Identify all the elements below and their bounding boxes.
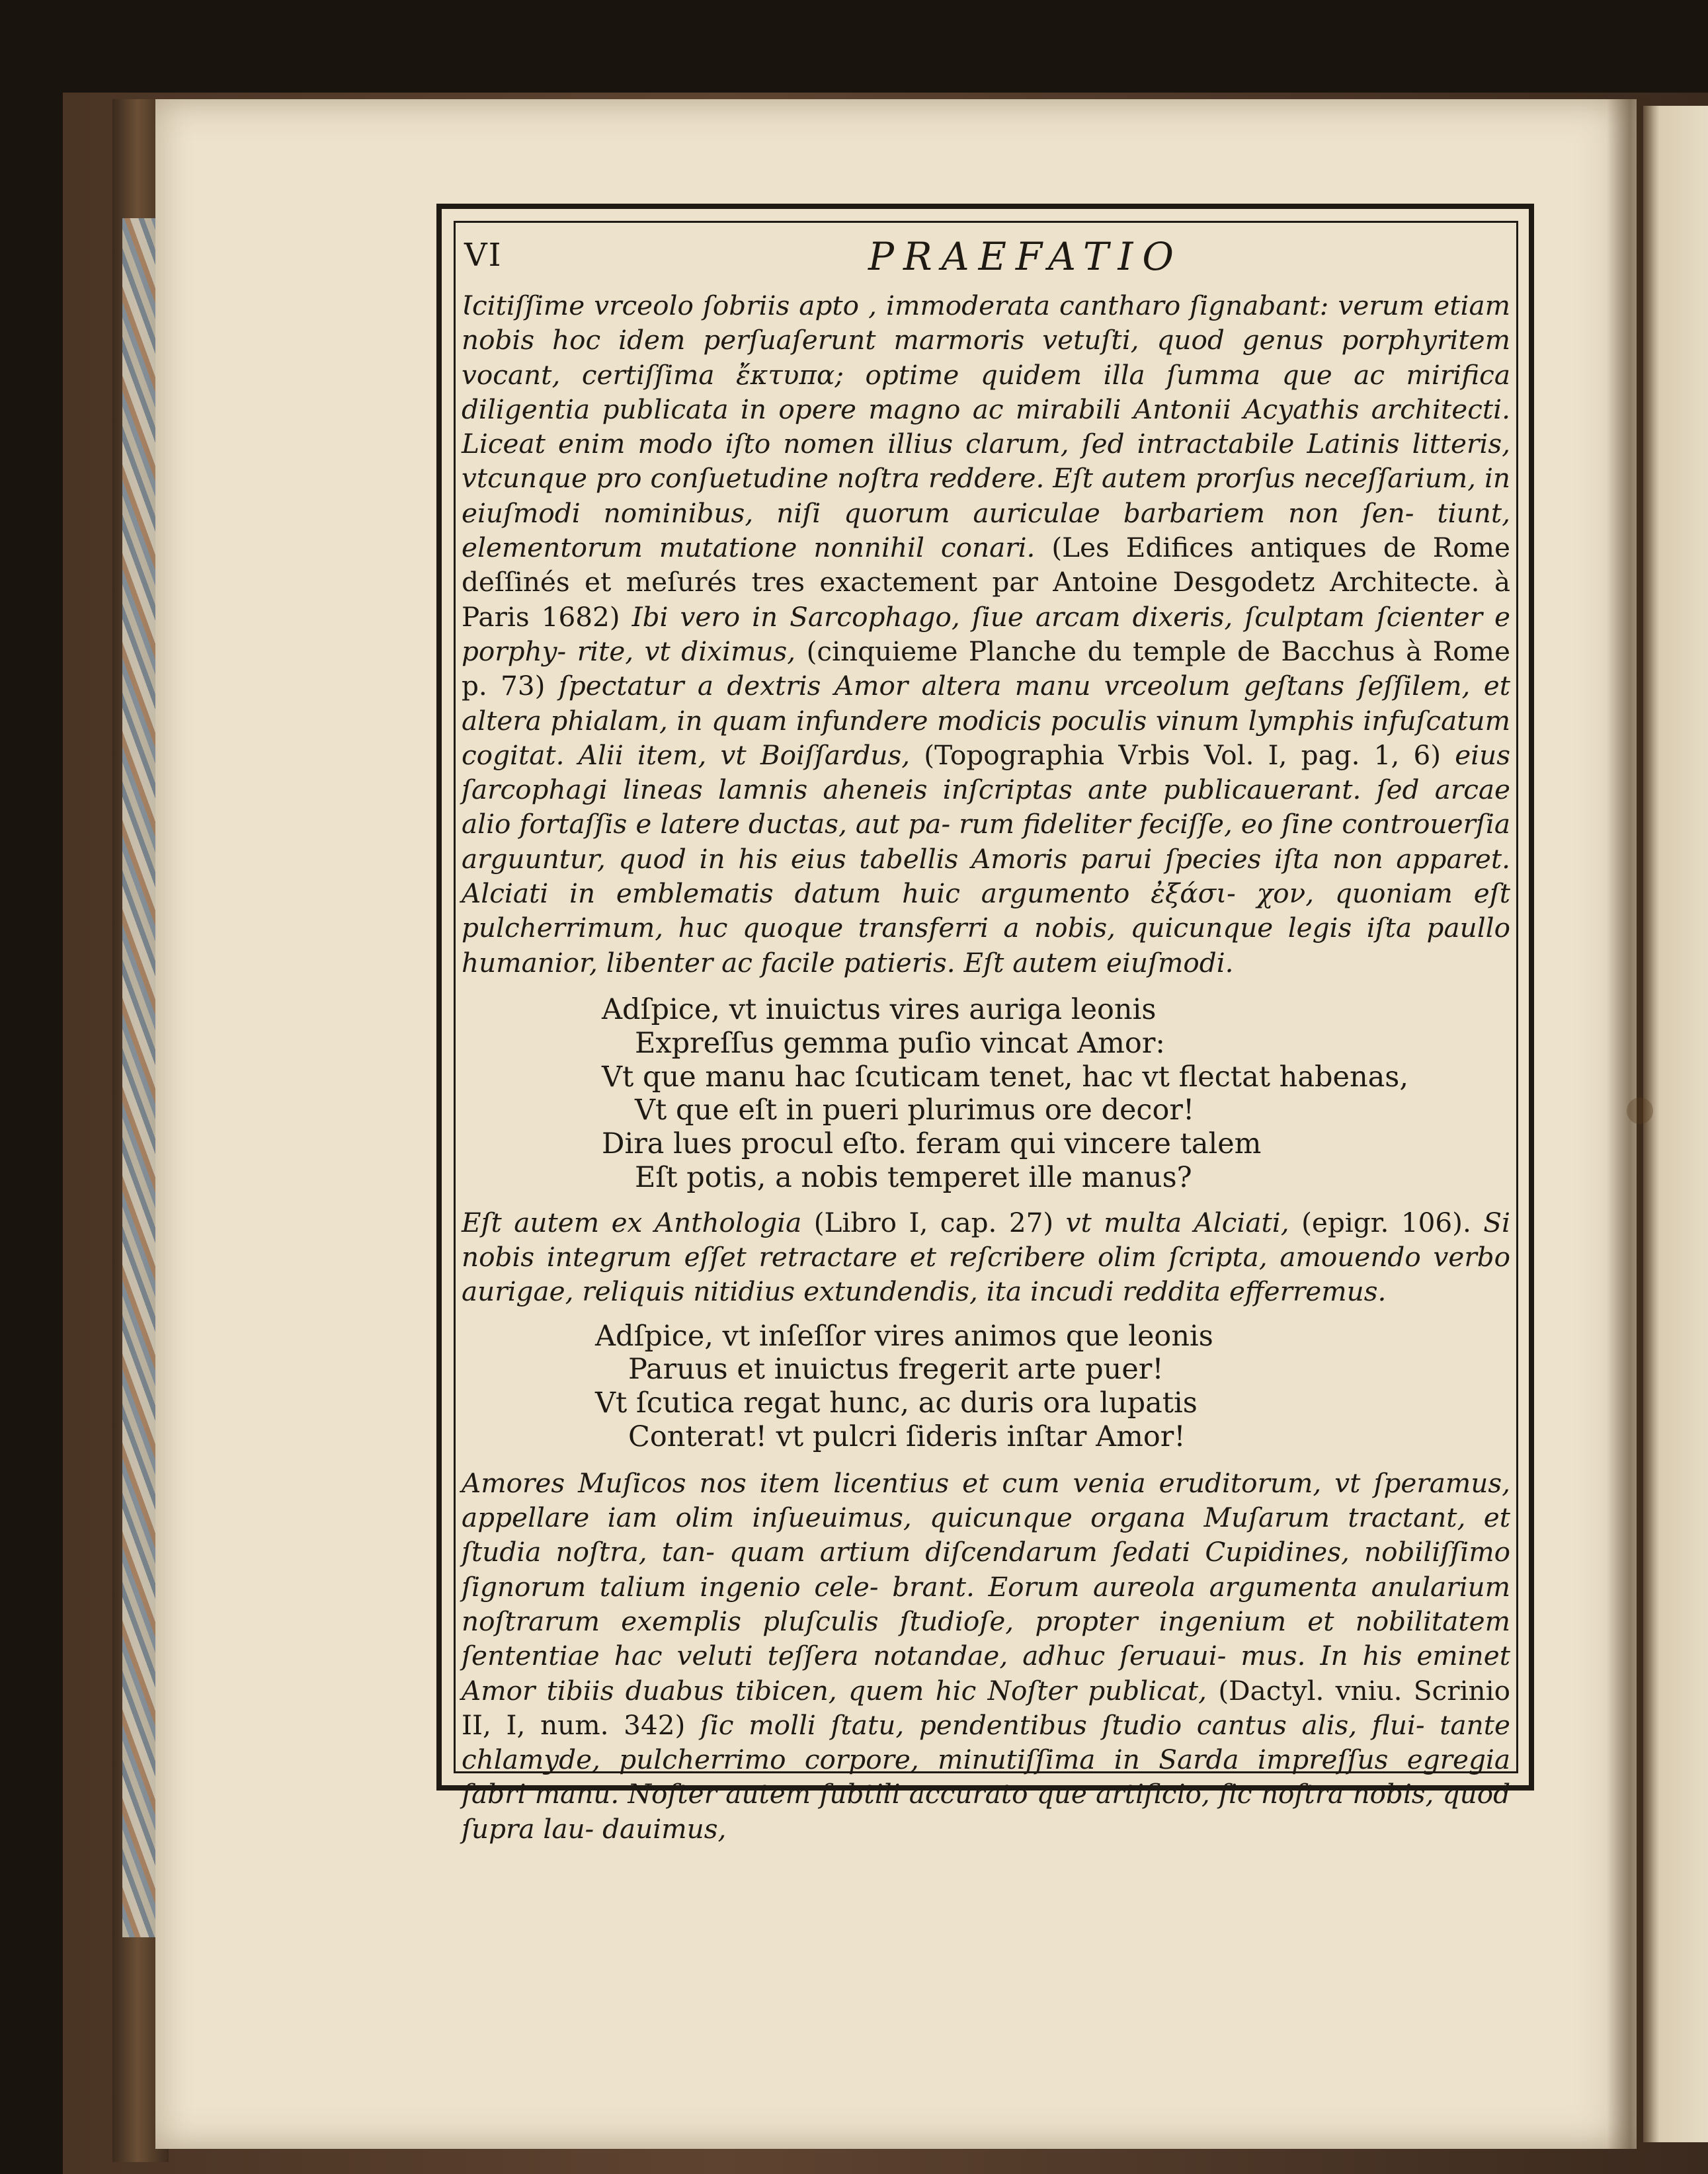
prose-italic-segment: reliquis nitidius extundendis, ita incudi reddita efferremus. — [582, 1275, 1387, 1308]
prose-italic-segment: tante chlamyde, pulcherrimo corpore, minutiſſima in Sarda impreſſus egregia fabri — [462, 1709, 1511, 1810]
prose-italic-segment: hoc idem perſuaſerunt marmoris vetuſti, quod genus porphyritem vocant, certiſſima — [462, 324, 1510, 391]
prose-italic-segment: dauimus, — [602, 1812, 727, 1845]
prose-italic-segment: aheneis inſcriptas ante publicauerant. ſed arcae alio fortaſſis e latere ductas, aut pa- — [462, 774, 1511, 840]
prose-italic-segment: rite, vt diximus, — [577, 635, 796, 667]
prose-italic-segment: Ibi vero in Sarcophago, ſiue arcam dixeris, ſculptam ſcienter e porphy- — [462, 600, 1511, 667]
prose-italic-segment: ſpectatur a dextris Amor altera manu vrceolum geſtans ſeſſilem, et altera phialam, in — [462, 670, 1511, 737]
verse-line: Dira lues procul eſto. feram qui vincere talem — [602, 1127, 1262, 1161]
prose-italic-segment: χον, quoniam eſt pulcherrimum, huc quoque transferri a nobis, quicunque legis iſta — [462, 877, 1511, 944]
verse-line: Vt ſcutica regat hunc, ac duris ora lupatis — [595, 1387, 1198, 1420]
verse-line: Eſt potis, a nobis temperet ille manus? — [635, 1160, 1192, 1194]
prose-italic-segment: Si nobis integrum eſſet retractare et reſcribere olim ſcripta, amouendo verbo aurigae, — [462, 1206, 1510, 1308]
running-head — [462, 229, 1510, 288]
verse-line: Adſpice, vt inſeſſor vires animos que leonis — [595, 1319, 1213, 1353]
prose-roman-segment: (Dactyl. — [1207, 1674, 1324, 1707]
prose-roman-segment: deſſinés et meſurés tres exactement par Antoine Desgodetz Architecte. à — [462, 566, 1510, 598]
text-block — [462, 229, 1511, 1845]
prose-italic-segment: ſic molli ſtatu, pendentibus ſtudio cantus alis, flui- — [700, 1709, 1425, 1741]
prose-roman-segment: vniu. Scrinio II, I, num. 342) — [462, 1674, 1510, 1741]
verse-line: Conterat! vt pulcri ſideris inſtar Amor! — [628, 1420, 1186, 1453]
prose-italic-segment: mus. In his eminet Amor tibiis duabus tibicen, quem hic Noſter publicat, — [462, 1640, 1510, 1707]
prose-italic-segment: Boiſſardus, — [760, 739, 911, 771]
prose-italic-segment: ac mirabili Antonii Acyathis architecti. Liceat enim modo iſto nomen illius clarum, ſed — [462, 393, 1510, 460]
prose-italic-segment: prorſus neceſſarium, in eiuſmodi nominibus, niſi quorum auriculae barbariem non ſen- — [462, 462, 1510, 529]
foxing-spot — [1627, 1098, 1653, 1124]
prose-italic-segment: Amores Muſicos nos item licentius et cum venia eruditorum, vt ſperamus, appellare — [462, 1467, 1510, 1534]
prose-italic-segment: vt multa Alciati, — [1065, 1206, 1289, 1238]
marbled-edge — [122, 218, 159, 1937]
prose-italic-segment: parui ſpecies iſta non apparet. Alciati in emblematis datum huic argumento ἐξάσι- — [462, 842, 1510, 910]
prose-italic-segment: ἔκτυπα; optime quidem illa ſumma que ac mirifica diligentia publicata in opere magno — [462, 358, 1511, 425]
prose-roman-segment: Paris 1682) — [462, 600, 620, 633]
verse-line: Vt que eſt in pueri plurimus ore decor! — [635, 1094, 1195, 1127]
prose-italic-segment: paullo humanior, libenter ac facile patieris. Eſt autem eiuſmodi. — [462, 912, 1510, 979]
prose-italic-segment: quam infundere modicis poculis vinum lymphis infuſcatum cogitat. Alii item, vt — [462, 704, 1510, 771]
prose-roman-segment: (Topographia Vrbis Vol. I, pag. 1, 6) — [910, 739, 1442, 771]
verse-line: Paruus et inuictus fregerit arte puer! — [628, 1353, 1164, 1387]
prose-italic-segment: quam artium diſcendarum ſedati Cupidines, nobiliſſimo ſignorum talium ingenio cele- — [462, 1536, 1511, 1603]
verse-block-2 — [462, 1320, 1510, 1454]
prose-italic-segment: propter ingenium et nobilitatem ſententiae hac veluti teſſera notandae, adhuc ſeruaui- — [462, 1605, 1511, 1672]
prose-italic-segment: Eſt autem ex Anthologia — [462, 1206, 802, 1238]
verse-line: Expreſſus gemma puſio vincat Amor: — [635, 1026, 1165, 1060]
prose-paragraph-1 — [462, 288, 1510, 980]
prose-italic-segment: tiunt, elementorum mutatione nonnihil conari. — [462, 497, 1510, 564]
verse-block-1 — [462, 993, 1510, 1195]
prose-italic-segment: eius ſarcophagi lineas lamnis — [462, 739, 1510, 806]
prose-roman-segment: (Les Edifices antiques de Rome — [1035, 532, 1510, 564]
verse-line: Adſpice, vt inuictus vires auriga leonis — [602, 992, 1157, 1026]
prose-italic-segment: Ɩcitiſſime vrceolo ſobriis apto , immoderata cantharo ſignabant: verum etiam nobis — [462, 290, 1510, 356]
prose-italic-segment: manu. Noſter autem ſubtili accurato que artificio, ſic noſtra nobis, quod ſupra lau- — [462, 1778, 1510, 1845]
verse-line: Vt que manu hac ſcuticam tenet, hac vt flectat habenas, — [602, 1060, 1409, 1094]
prose-italic-segment: iam olim inſueuimus, quicunque organa Muſarum tractant, et ſtudia noſtra, tan- — [462, 1502, 1510, 1568]
running-title: PRAEFATIO — [868, 234, 1183, 279]
prose-italic-segment: intractabile Latinis litteris, vtcunque pro conſuetudine noſtra reddere. Eſt autem — [462, 428, 1510, 495]
prose-paragraph-3 — [462, 1466, 1510, 1846]
prose-italic-segment: rum fideliter feciſſe, eo ſine controuerſia arguuntur, quod in his eius tabellis Amoris — [462, 808, 1510, 875]
prose-roman-segment: (epigr. 106). — [1289, 1206, 1471, 1238]
prose-roman-segment: (cinquieme Planche du temple de Bacchus à Rome p. 73) — [462, 635, 1511, 702]
page-number: VI — [464, 237, 503, 274]
prose-paragraph-2 — [462, 1205, 1510, 1309]
prose-roman-segment: (Libro I, cap. 27) — [801, 1206, 1066, 1238]
page-gutter — [1607, 99, 1653, 2149]
prose-italic-segment: brant. Eorum aureola argumenta anularium noſtrarum exemplis pluſculis ſtudioſe, — [462, 1570, 1511, 1637]
